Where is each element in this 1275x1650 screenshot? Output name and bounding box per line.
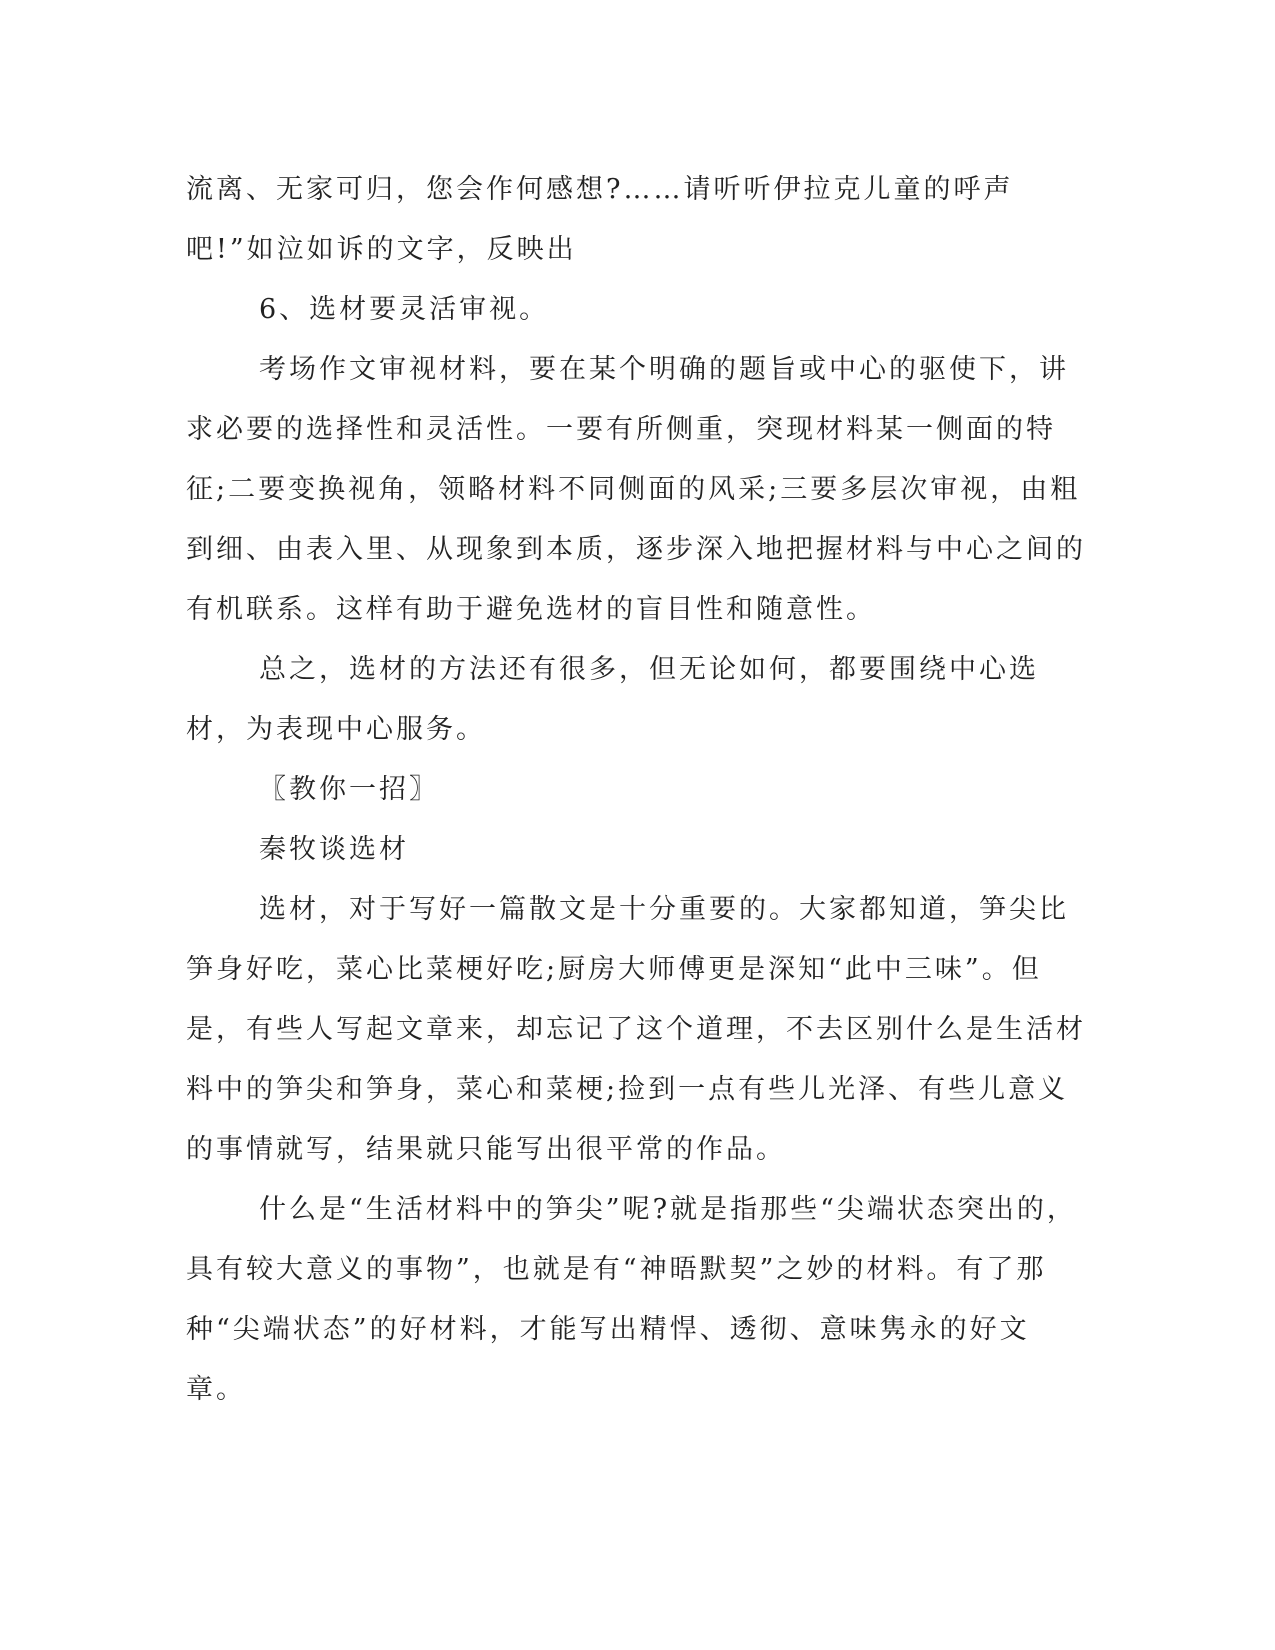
section-title: 秦牧谈选材 bbox=[259, 834, 409, 865]
section-heading: 〖教你一招〗 bbox=[259, 774, 439, 805]
paragraph: 什么是“生活材料中的笋尖”呢?就是指那些“尖端状态突出的，具有较大意义的事物”，也就是有“神晤默契”之妙的材料。有了那种“尖端状态”的好材料，才能写出精悍、透彻、意味隽永的好文章。 bbox=[186, 1194, 1077, 1405]
paragraph: 选材，对于写好一篇散文是十分重要的。大家都知道，笋尖比笋身好吃，菜心比菜梗好吃;厨房大师傅更是深知“此中三味”。但是，有些人写起文章来，却忘记了这个道理，不去区别什么是生活材料中的笋尖和笋身，菜心和菜梗;捡到一点有些儿光泽、有些儿意义的事情就写，结果就只能写出很平常的作品。 bbox=[186, 894, 1086, 1165]
paragraph-continuation: 流离、无家可归，您会作何感想?……请听听伊拉克儿童的呼声吧!”如泣如诉的文字，反映出 bbox=[186, 174, 1014, 265]
paragraph: 考场作文审视材料，要在某个明确的题旨或中心的驱使下，讲求必要的选择性和灵活性。一要有所侧重，突现材料某一侧面的特征;二要变换视角，领略材料不同侧面的风采;三要多层次审视，由粗到细、由表入里、从现象到本质，逐步深入地把握材料与中心之间的有机联系。这样有助于避免选材的盲目性和随意性。 bbox=[186, 354, 1086, 625]
paragraph: 总之，选材的方法还有很多，但无论如何，都要围绕中心选材，为表现中心服务。 bbox=[186, 654, 1039, 745]
body-text bbox=[186, 160, 1086, 1420]
paragraph-heading-6: 6、选材要灵活审视。 bbox=[259, 294, 550, 325]
